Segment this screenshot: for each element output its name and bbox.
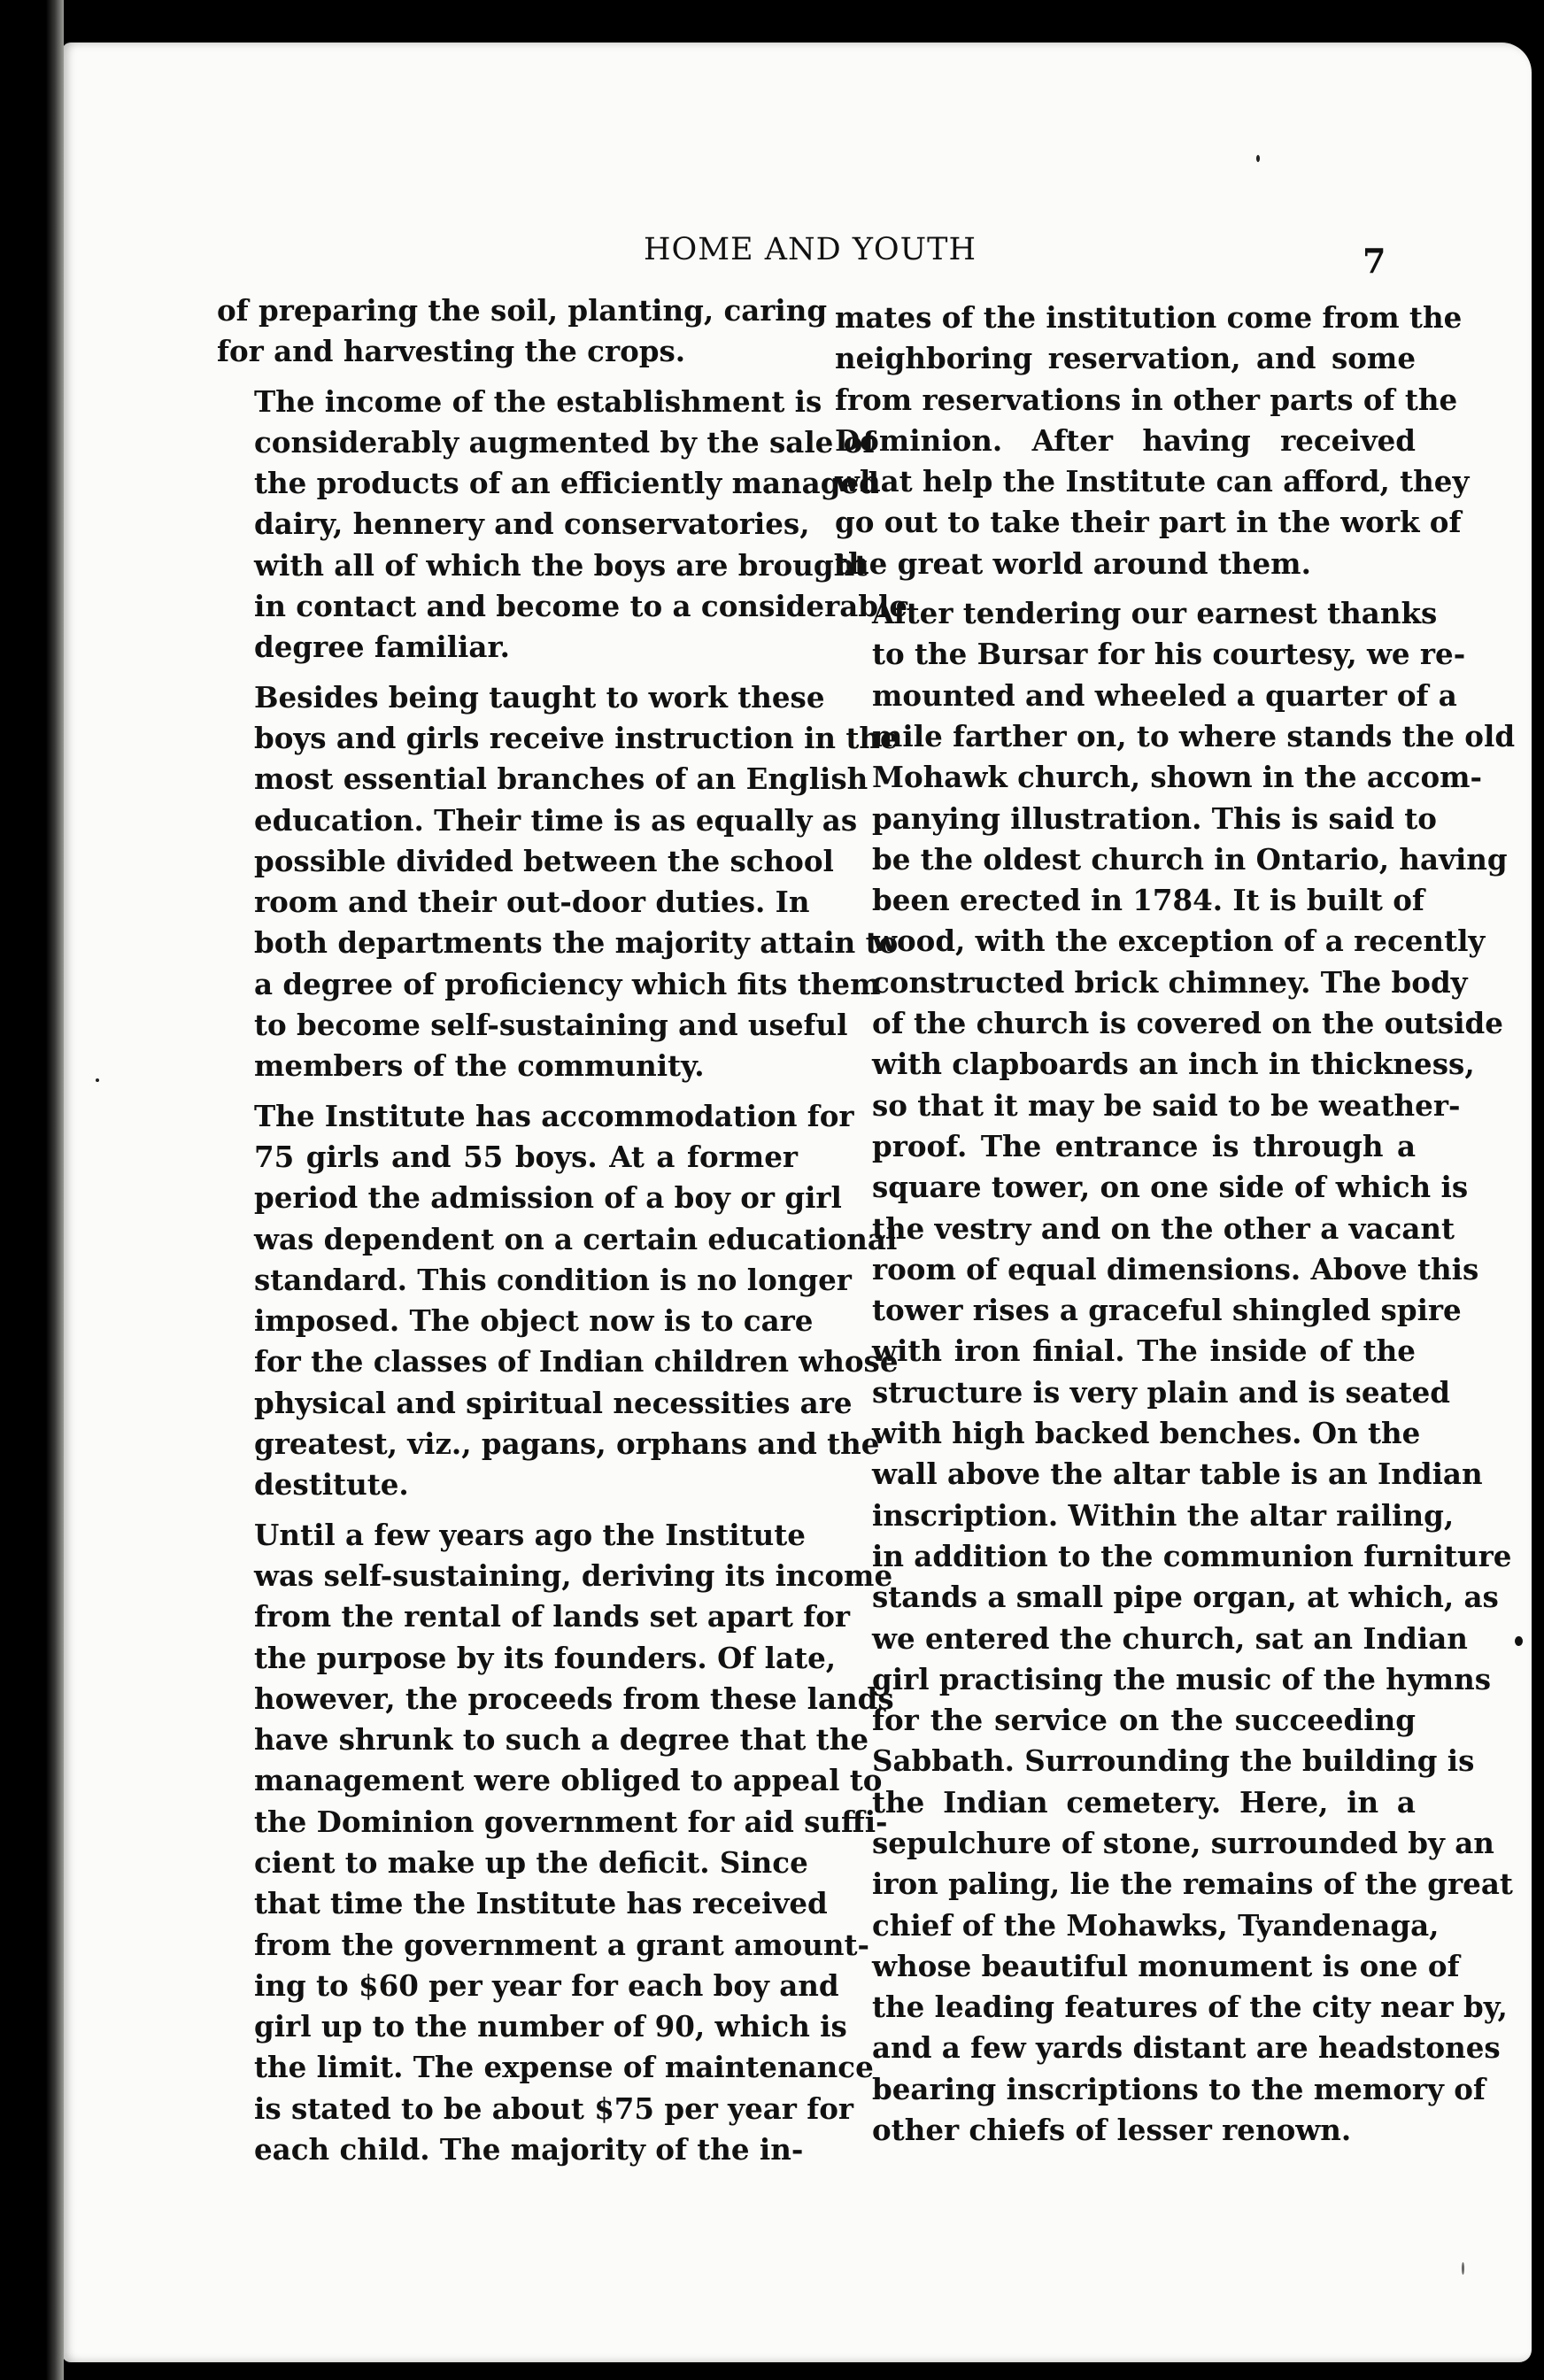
text-line: what help the Institute can afford, they: [835, 464, 1470, 499]
text-line: square tower, on one side of which is: [872, 1170, 1469, 1205]
text-line: cient to make up the deficit. Since: [254, 1844, 808, 1880]
right-text-column: [835, 298, 1516, 2160]
text-line: sepulchure of stone, surrounded by an: [872, 1825, 1494, 1860]
text-line: the limit. The expense of maintenance: [254, 2050, 874, 2085]
text-line: The Institute has accommodation for: [254, 1098, 854, 1133]
text-line: be the oldest church in Ontario, having: [872, 841, 1508, 877]
text-line: chief of the Mohawks, Tyandenaga,: [872, 1907, 1440, 1943]
paper-speck: [1256, 155, 1260, 162]
text-line: for the service on the succeeding: [872, 1703, 1416, 1738]
paper-speck: [1462, 2262, 1464, 2275]
text-line: Sabbath. Surrounding the building is: [872, 1743, 1475, 1779]
text-line: girl up to the number of 90, which is: [254, 2009, 847, 2044]
text-line: each child. The majority of the in-: [254, 2132, 804, 2168]
paragraph: [217, 677, 899, 1087]
text-line: room of equal dimensions. Above this: [872, 1251, 1479, 1287]
text-line: from reservations in other parts of the: [835, 382, 1458, 417]
text-line: bearing inscriptions to the memory of: [872, 2071, 1486, 2106]
text-line: a degree of proficiency which fits them: [254, 966, 881, 1001]
text-line: girl practising the music of the hymns: [872, 1661, 1492, 1696]
text-line: After tendering our earnest thanks: [872, 596, 1438, 631]
text-line: the great world around them.: [835, 545, 1311, 581]
text-line: tower rises a graceful shingled spire: [872, 1293, 1462, 1328]
text-line: of preparing the soil, planting, caring: [217, 293, 828, 328]
page-header: [0, 232, 1544, 281]
text-line: Dominion. After having received: [835, 422, 1416, 458]
text-line: with all of which the boys are brought: [254, 547, 868, 583]
text-line: boys and girls receive instruction in the: [254, 720, 899, 755]
text-line: the Indian cemetery. Here, in a: [872, 1784, 1416, 1820]
text-line: in addition to the communion furniture: [872, 1538, 1512, 1573]
text-line: from the government a grant amount-: [254, 1927, 869, 1962]
text-line: was self-sustaining, deriving its income: [254, 1557, 893, 1593]
text-line: is stated to be about $75 per year for: [254, 2090, 854, 2126]
text-line: with high backed benches. On the: [872, 1416, 1421, 1451]
text-line: mounted and wheeled a quarter of a: [872, 677, 1457, 713]
text-line: inscription. Within the altar railing,: [872, 1497, 1455, 1533]
text-line: the Dominion government for aid suffi-: [254, 1804, 888, 1839]
text-line: considerably augmented by the sale of: [254, 424, 876, 460]
text-line: room and their out-door duties. In: [254, 885, 810, 920]
text-line: destitute.: [254, 1467, 409, 1503]
paragraph: [835, 593, 1516, 2151]
text-line: in contact and become to a considerable: [254, 589, 907, 624]
text-line: to the Bursar for his courtesy, we re-: [872, 637, 1466, 672]
text-line: stands a small pipe organ, at which, as: [872, 1580, 1499, 1615]
paper-speck: [1515, 1636, 1523, 1646]
text-line: 75 girls and 55 boys. At a former: [254, 1139, 798, 1174]
text-line: degree familiar.: [254, 630, 510, 665]
text-line: both departments the majority attain to: [254, 925, 899, 961]
paragraph: [217, 1515, 894, 2171]
text-line: the products of an efficiently managed: [254, 466, 879, 501]
left-text-column: [217, 290, 907, 2179]
text-line: with clapboards an inch in thickness,: [872, 1047, 1475, 1082]
text-line: from the rental of lands set apart for: [254, 1599, 850, 1634]
page-binding-edge: [0, 0, 64, 2380]
text-line: the purpose by its founders. Of late,: [254, 1640, 837, 1675]
text-line: so that it may be said to be weather-: [872, 1087, 1461, 1123]
text-line: was dependent on a certain educational: [254, 1221, 898, 1256]
text-line: neighboring reservation, and some: [835, 341, 1416, 376]
text-line: ing to $60 per year for each boy and: [254, 1967, 839, 2003]
paragraph: [835, 298, 1470, 584]
text-line: that time the Institute has received: [254, 1886, 828, 1921]
text-line: panying illustration. This is said to: [872, 800, 1437, 836]
text-line: constructed brick chimney. The body: [872, 964, 1468, 1000]
page-number: 7: [1363, 241, 1386, 281]
paragraph: [217, 1096, 899, 1506]
text-line: of the church is covered on the outside: [872, 1006, 1503, 1041]
text-line: proof. The entrance is through a: [872, 1128, 1416, 1163]
text-line: go out to take their part in the work of: [835, 505, 1462, 540]
text-line: possible divided between the school: [254, 843, 834, 878]
text-line: management were obliged to appeal to: [254, 1763, 883, 1798]
text-line: the leading features of the city near by,: [872, 1990, 1508, 2025]
text-line: greatest, viz., pagans, orphans and the: [254, 1426, 880, 1462]
text-line: however, the proceeds from these lands: [254, 1681, 894, 1716]
paragraph: [217, 290, 828, 373]
text-line: with iron finial. The inside of the: [872, 1333, 1416, 1369]
text-line: to become self-sustaining and useful: [254, 1008, 848, 1043]
text-line: most essential branches of an English: [254, 761, 868, 797]
text-line: wall above the altar table is an Indian: [872, 1457, 1483, 1492]
text-line: wood, with the exception of a recently: [872, 923, 1486, 959]
text-line: for the classes of Indian children whose: [254, 1344, 899, 1379]
text-line: mile farther on, to where stands the old: [872, 718, 1516, 753]
running-title: HOME AND YOUTH: [644, 232, 977, 267]
text-line: Mohawk church, shown in the accom-: [872, 760, 1483, 795]
text-line: other chiefs of lesser renown.: [872, 2113, 1352, 2148]
text-line: the vestry and on the other a vacant: [872, 1210, 1455, 1246]
text-line: structure is very plain and is seated: [872, 1374, 1450, 1410]
text-line: whose beautiful monument is one of: [872, 1948, 1460, 1983]
text-line: we entered the church, sat an Indian: [872, 1620, 1468, 1656]
paragraph: [217, 382, 907, 668]
text-line: period the admission of a boy or girl: [254, 1180, 842, 1216]
text-line: The income of the establishment is: [254, 383, 822, 419]
text-line: Besides being taught to work these: [254, 679, 825, 715]
text-line: imposed. The object now is to care: [254, 1303, 814, 1339]
text-line: been erected in 1784. It is built of: [872, 883, 1424, 918]
text-line: Until a few years ago the Institute: [254, 1517, 806, 1552]
text-line: iron paling, lie the remains of the great: [872, 1866, 1513, 1902]
paper-speck: [96, 1078, 99, 1082]
text-line: dairy, hennery and conservatories,: [254, 506, 810, 542]
text-line: standard. This condition is no longer: [254, 1262, 852, 1297]
text-line: mates of the institution come from the: [835, 300, 1463, 335]
scan-border-top: [0, 0, 1544, 44]
text-line: education. Their time is as equally as: [254, 802, 858, 838]
text-line: physical and spiritual necessities are: [254, 1385, 853, 1420]
text-line: and a few yards distant are headstones: [872, 2030, 1501, 2066]
text-line: for and harvesting the crops.: [217, 334, 686, 369]
text-line: have shrunk to such a degree that the: [254, 1722, 869, 1758]
text-line: members of the community.: [254, 1048, 705, 1084]
